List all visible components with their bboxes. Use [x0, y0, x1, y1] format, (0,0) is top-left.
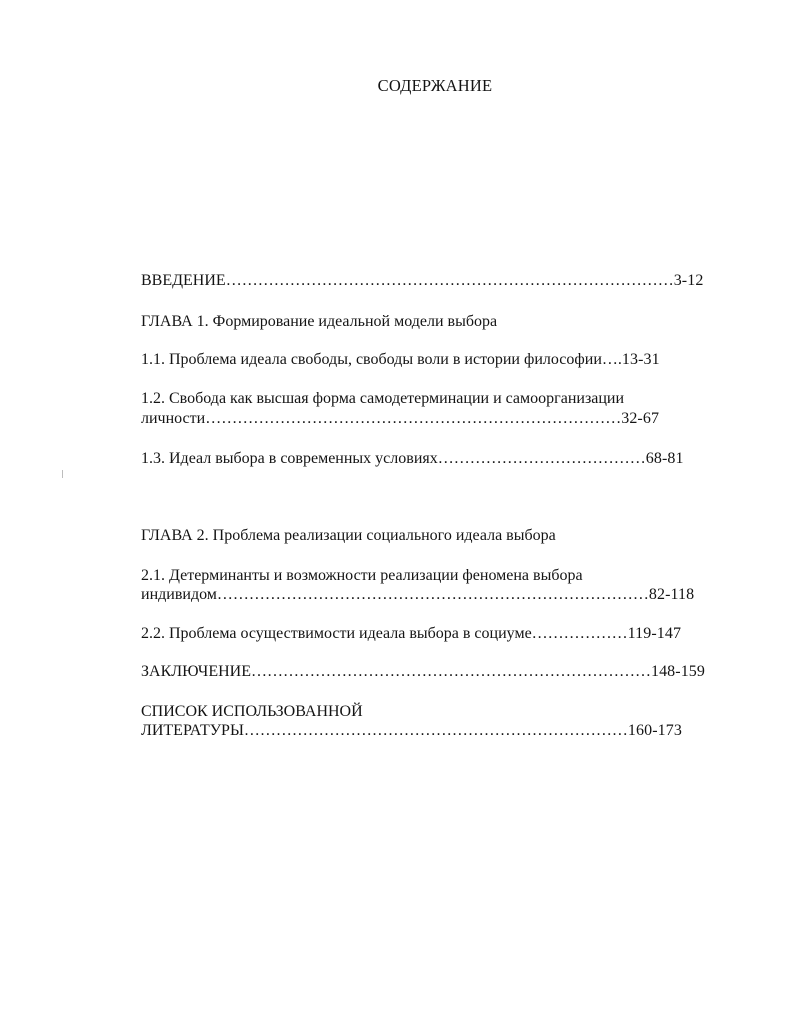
toc-entry-text: 1.2. Свобода как высшая форма самодетерминации и самоорганизации	[141, 390, 625, 407]
toc-entry-text: личности	[141, 410, 206, 427]
toc-entry-bibliography-line2	[141, 721, 682, 741]
toc-entry-text: ГЛАВА 1. Формирование идеальной модели выбора	[141, 313, 498, 330]
toc-leader-dots: ………………………………………………………………………	[216, 586, 649, 603]
page-title: СОДЕРЖАНИЕ	[377, 76, 493, 95]
toc-page-range: 13-31	[621, 351, 660, 368]
toc-entry-text: 2.2. Проблема осуществимости идеала выбора в социуме	[141, 625, 532, 642]
toc-page-range: 68-81	[645, 450, 684, 467]
toc-entry-2-2	[141, 624, 681, 644]
toc-entry-2-1-line1	[141, 566, 583, 586]
toc-entry-text: ВВЕДЕНИЕ	[141, 272, 226, 289]
toc-page-range: 119-147	[627, 625, 682, 642]
toc-entry-text: 1.1. Проблема идеала свободы, свободы воли в истории философии	[141, 351, 602, 368]
toc-entry-text: ЛИТЕРАТУРЫ	[141, 722, 244, 739]
toc-entry-text: индивидом	[141, 586, 217, 603]
toc-leader-dots: …………………………………	[437, 450, 646, 467]
toc-chapter-2-heading	[141, 526, 556, 546]
toc-entry-bibliography-line1	[141, 702, 363, 722]
toc-page-range: 160-173	[627, 722, 682, 739]
toc-page-range: 148-159	[650, 663, 706, 680]
toc-entry-text: 2.1. Детерминанты и возможности реализации феномена выбора	[141, 567, 583, 584]
toc-entry-text: ЗАКЛЮЧЕНИЕ	[141, 663, 251, 680]
toc-leader-dots: ….	[601, 351, 622, 368]
toc-leader-dots: ………………	[531, 625, 628, 642]
toc-leader-dots: ……………………………………………………………………	[205, 410, 622, 427]
toc-entry-1-2-line2	[141, 409, 659, 429]
toc-entry-text: СПИСОК ИСПОЛЬЗОВАННОЙ	[141, 703, 363, 720]
toc-leader-dots: ………………………………………………………………	[243, 722, 628, 739]
toc-entry-text: 1.3. Идеал выбора в современных условиях	[141, 450, 438, 467]
toc-entry-1-2-line1	[141, 389, 624, 409]
toc-entry-1-1	[141, 350, 660, 370]
scan-artifact-mark	[62, 470, 63, 478]
toc-page-range: 82-118	[648, 586, 695, 603]
toc-chapter-1-heading	[141, 312, 497, 332]
toc-entry-text: ГЛАВА 2. Проблема реализации социального идеала выбора	[141, 527, 556, 544]
toc-page-range: 32-67	[621, 410, 660, 427]
toc-entry-conclusion	[141, 662, 705, 682]
toc-entry-1-3	[141, 449, 684, 469]
toc-entry-introduction	[141, 271, 703, 291]
toc-entry-2-1-line2	[141, 585, 694, 605]
toc-leader-dots: …………………………………………………………………………	[225, 272, 674, 289]
toc-leader-dots: …………………………………………………………………	[250, 663, 651, 680]
toc-page-range: 3-12	[673, 272, 704, 289]
